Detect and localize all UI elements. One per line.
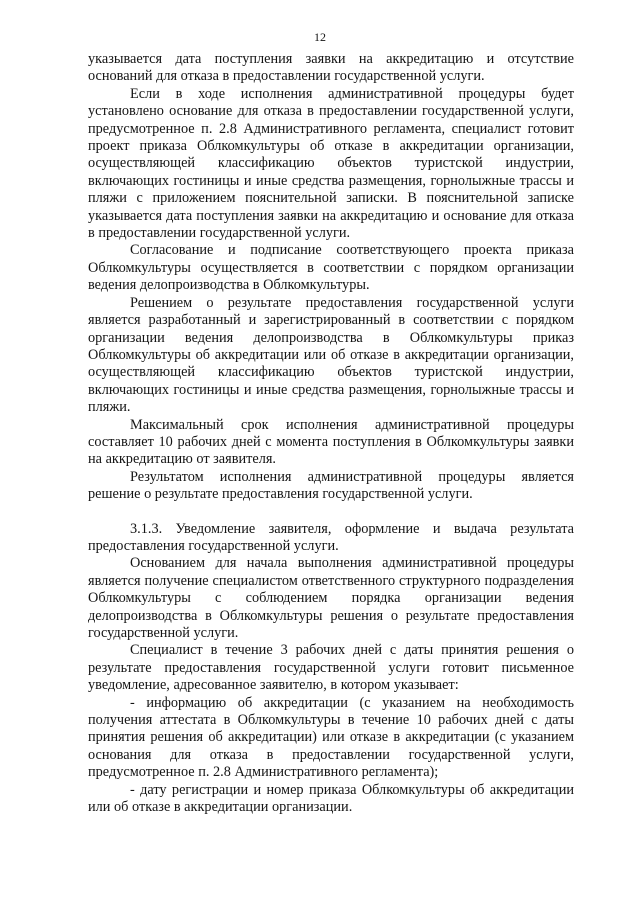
list-item-registration-date: - дату регистрации и номер приказа Облкомкультуры об аккредитации или об отказе в аккредитации организации. — [88, 781, 574, 816]
paragraph-max-term: Максимальный срок исполнения административной процедуры составляет 10 рабочих дней с момента поступления в Облкомкультуры заявки на аккредитацию от заявителя. — [88, 416, 574, 468]
paragraph-basis: Основанием для начала выполнения административной процедуры является получение специалистом ответственного структурного подразделения Облкомкультуры с соблюдением порядка организации ведения делопроизводства в Облкомкультуры решения о результате предоставления государственной услуги. — [88, 555, 574, 641]
page-number: 12 — [314, 30, 326, 44]
paragraph-decision: Решением о результате предоставления государственной услуги является разработанный и зарегистрированный в соответствии с порядком организации ведения делопроизводства в Облкомкультуры приказ Облкомкультуры об аккредитации или об отказе в аккредитации организации, осуществляющей классификацию объектов туристской индустрии, включающих гостиницы и иные средства размещения, горнолыжные трассы и пляжи. — [88, 294, 574, 416]
document-body — [88, 51, 574, 816]
paragraph-approval: Согласование и подписание соответствующего проекта приказа Облкомкультуры осуществляется в соответствии с порядком организации ведения делопроизводства в Облкомкультуры. — [88, 242, 574, 294]
paragraph-notification: Специалист в течение 3 рабочих дней с даты принятия решения о результате предоставления государственной услуги готовит письменное уведомление, адресованное заявителю, в котором указывает: — [88, 642, 574, 694]
list-item-accreditation-info: - информацию об аккредитации (с указанием на необходимость получения аттестата в Облкомкультуры в течение 10 рабочих дней с даты принятия решения об аккредитации) или отказе в аккредитации (с указанием основания для отказа в предоставлении государственной услуги, предусмотренное п. 2.8 Административного регламента); — [88, 694, 574, 781]
paragraph-result: Результатом исполнения административной процедуры является решение о результате предоставления государственной услуги. — [88, 468, 574, 503]
section-heading-3-1-3: 3.1.3. Уведомление заявителя, оформление и выдача результата предоставления государственной услуги. — [88, 520, 574, 554]
paragraph-continuation: указывается дата поступления заявки на аккредитацию и отсутствие оснований для отказа в предоставлении государственной услуги. — [88, 51, 574, 85]
paragraph-refusal-grounds: Если в ходе исполнения административной процедуры будет установлено основание для отказа в предоставлении государственной услуги, предусмотренное п. 2.8 Административного регламента, специалист готовит проект приказа Облкомкультуры об отказе в аккредитации организации, осуществляющей классификацию объектов туристской индустрии, включающих гостиницы и иные средства размещения, горнолыжные трассы и пляжи с приложением пояснительной записки. В пояснительной записке указывается дата поступления заявки на аккредитацию и основание для отказа в предоставлении государственной услуги. — [88, 85, 574, 242]
